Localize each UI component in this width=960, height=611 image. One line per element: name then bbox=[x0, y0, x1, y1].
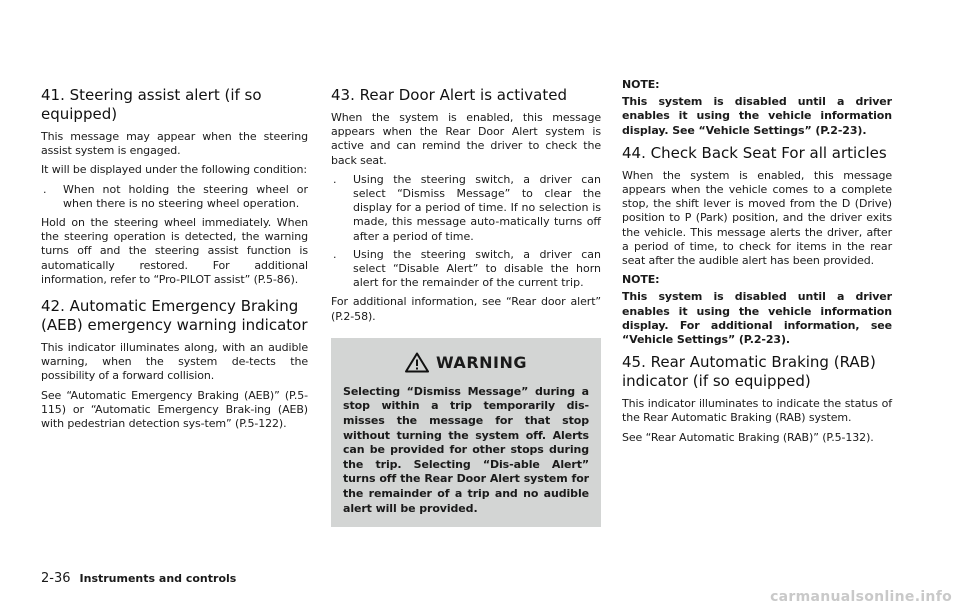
page-footer bbox=[41, 571, 236, 586]
warning-box bbox=[331, 338, 601, 527]
section-41-list bbox=[41, 183, 308, 211]
section-43-paragraph-2: For additional information, see “Rear door alert” (P.2-58). bbox=[331, 295, 601, 323]
section-42-paragraph-1: This indicator illuminates along, with an audible warning, when the system de-tects the possibility of a forward collision. bbox=[41, 341, 308, 383]
section-45-paragraph-2: See “Rear Automatic Braking (RAB)” (P.5-132). bbox=[622, 430, 874, 444]
page-number: 2-36 bbox=[41, 571, 71, 586]
section-44-heading: 44. Check Back Seat For all articles bbox=[622, 143, 887, 162]
list-item: . When not holding the steering wheel or when there is no steering wheel operation. bbox=[43, 182, 308, 210]
section-44-paragraph-1: When the system is enabled, this message appears when the vehicle comes to a complete stop, the shift lever is moved from the D (Drive) position to P (Park) position, and the driver exits the vehicle. This message alerts the driver, after a period of time, to check for items in the rear seat after the audible alert has been provided. bbox=[622, 168, 892, 268]
warning-title: WARNING bbox=[436, 352, 527, 372]
section-41-heading: 41. Steering assist alert (if so equipped) bbox=[41, 86, 262, 123]
watermark: carmanualsonline.info bbox=[770, 589, 952, 605]
section-42-paragraph-2: See “Automatic Emergency Braking (AEB)” (P.5-115) or “Automatic Emergency Brak-ing (AEB) with pedestrian detection sys-tem” (P.5-122). bbox=[41, 388, 308, 431]
list-item: . Using the steering switch, a driver can select “Dismiss Message” to clear the display for a period of time. If no selection is made, this message auto-matically turns off after a period of time. bbox=[333, 172, 601, 243]
list-item-text: Using the steering switch, a driver can select “Dismiss Message” to clear the display for a period of time. If no selection is made, this message auto-matically turns off after a period of time. bbox=[353, 172, 601, 243]
section-title: Instruments and controls bbox=[79, 572, 237, 585]
list-item-text: When not holding the steering wheel or when there is no steering wheel operation. bbox=[63, 182, 308, 210]
note-label: NOTE: bbox=[622, 78, 660, 91]
section-43-paragraph-1: When the system is enabled, this message appears when the Rear Door Alert system is active and can remind the driver to check the back seat. bbox=[331, 111, 601, 167]
section-44-note-text: This system is disabled until a driver enables it using the vehicle information display. For additional information, see “Vehicle Settings” (P.2-23). bbox=[622, 290, 892, 347]
list-item-text: Using the steering switch, a driver can select “Disable Alert” to disable the horn alert for the remainder of the current trip. bbox=[353, 247, 601, 290]
warning-header bbox=[343, 352, 589, 373]
section-43-heading: 43. Rear Door Alert is activated bbox=[331, 86, 567, 104]
section-41-paragraph-1: This message may appear when the steering assist system is engaged. bbox=[41, 130, 308, 158]
section-41-paragraph-3: Hold on the steering wheel immediately. When the steering operation is detected, the warning turns off and the steering assist function is automatically restored. For additional information, refer to “Pro-PILOT assist” (P.5-86). bbox=[41, 216, 308, 286]
section-45-heading: 45. Rear Automatic Braking (RAB) indicator (if so equipped) bbox=[622, 353, 876, 391]
column-left bbox=[41, 86, 308, 436]
section-43-list bbox=[331, 173, 601, 291]
warning-text: Selecting “Dismiss Message” during a stop within a trip temporarily dis-misses the message for that stop without turning the system off. Alerts can be provided for other stops during the trip. Selecting “Dis-able Alert” turns off the Rear Door Alert system for the remainder of a trip and no audible alert will be provided. bbox=[343, 384, 589, 515]
note-text: This system is disabled until a driver enables it using the vehicle information display. See “Vehicle Settings” (P.2-23). bbox=[622, 95, 892, 137]
section-44-note-label: NOTE: bbox=[622, 273, 660, 287]
warning-triangle-icon bbox=[405, 352, 429, 373]
section-41-paragraph-2: It will be displayed under the following condition: bbox=[41, 163, 307, 177]
column-middle bbox=[331, 86, 601, 527]
list-item: . Using the steering switch, a driver can select “Disable Alert” to disable the horn alert for the remainder of the current trip. bbox=[333, 247, 601, 290]
section-42-heading: 42. Automatic Emergency Braking (AEB) emergency warning indicator bbox=[41, 297, 308, 335]
column-right bbox=[622, 78, 892, 450]
section-45-paragraph-1: This indicator illuminates to indicate the status of the Rear Automatic Braking (RAB) system. bbox=[622, 397, 892, 425]
